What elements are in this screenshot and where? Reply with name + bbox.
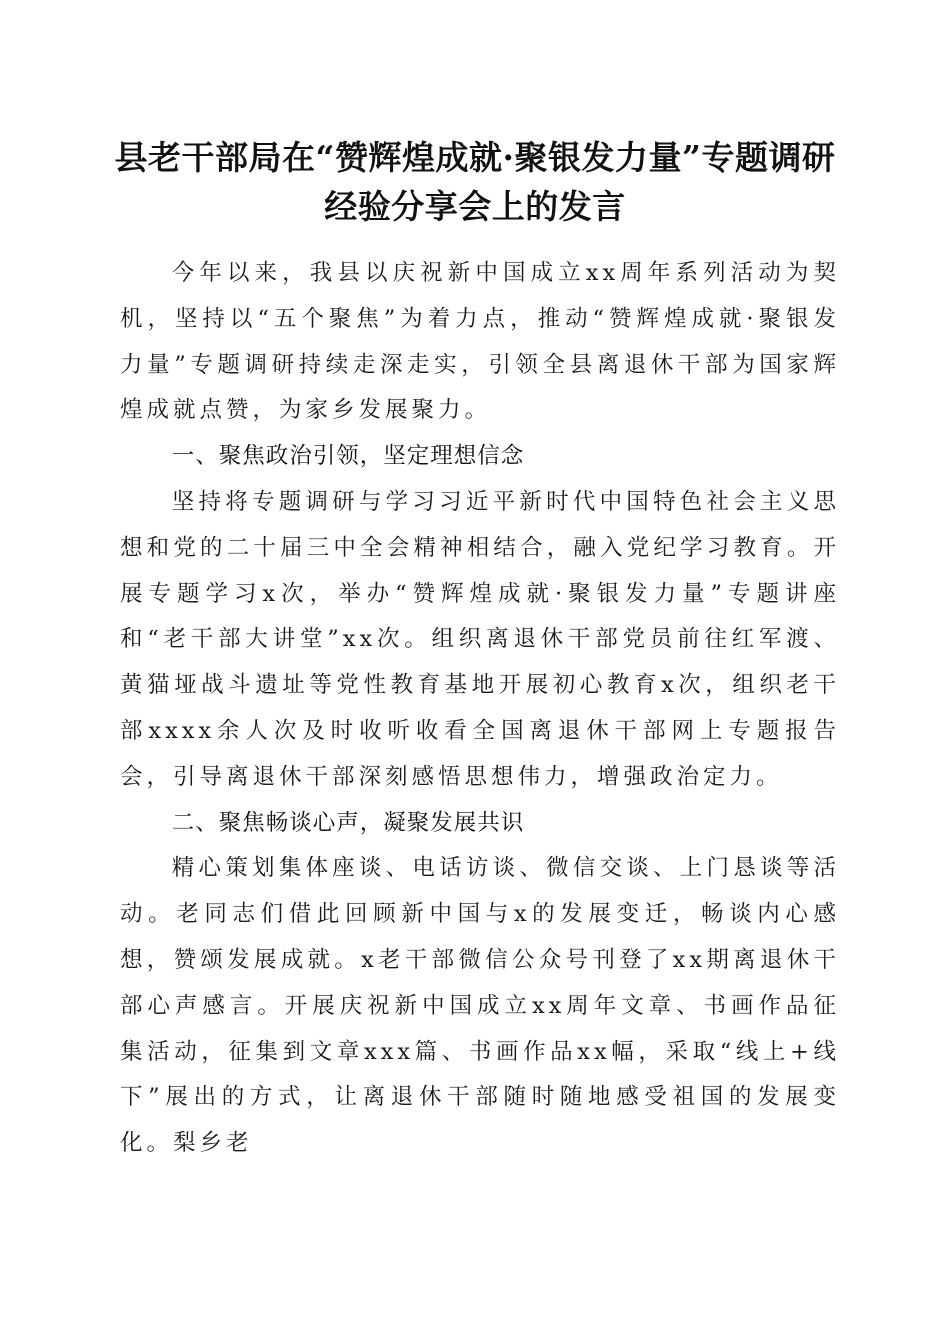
section-paragraph: 坚持将专题调研与学习习近平新时代中国特色社会主义思想和党的二十届三中全会精神相结合，融入党纪学习教育。开展专题学习x次，举办“赞辉煌成就·聚银发力量”专题讲座和“老干部大讲堂”xx次。组织离退休干部党员前往红军渡、黄猫垭战斗遗址等党性教育基地开展初心教育x次，组织老干部xxxx余人次及时收听收看全国离退休干部网上专题报告会，引导离退休干部深刻感悟思想伟力，增强政治定力。: [120, 488, 840, 790]
document-title: 县老干部局在“赞辉煌成就·聚银发力量”专题调研经验分享会上的发言: [114, 138, 836, 226]
section-heading: 二、聚焦畅谈心声，凝聚发展共识: [171, 809, 525, 836]
section-paragraph: 精心策划集体座谈、电话访谈、微信交谈、上门恳谈等活动。老同志们借此回顾新中国与x的发展变迁，畅谈内心感想，赞颂发展成就。x老干部微信公众号刊登了xx期离退休干部心声感言。开展庆祝新中国成立xx周年文章、书画作品征集活动，征集到文章xxx篇、书画作品xx幅，采取“线上+线下”展出的方式，让离退休干部随时随地感受祖国的发展变化。梨乡老: [120, 855, 840, 1157]
document-body: [120, 251, 840, 1167]
intro-paragraph: 今年以来，我县以庆祝新中国成立xx周年系列活动为契机，坚持以“五个聚焦”为着力点，推动“赞辉煌成就·聚银发力量”专题调研持续走深走实，引领全县离退休干部为国家辉煌成就点赞，为家乡发展聚力。: [120, 260, 840, 424]
section-heading: 一、聚焦政治引领，坚定理想信念: [171, 443, 525, 470]
